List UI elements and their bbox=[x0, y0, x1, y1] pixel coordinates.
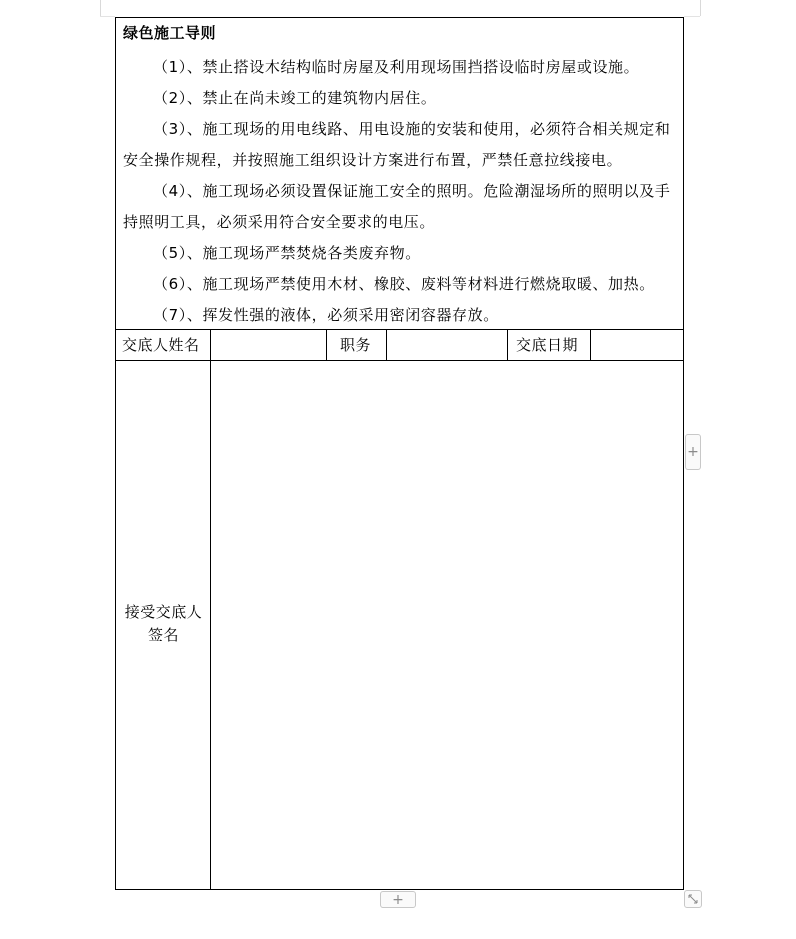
add-column-button[interactable] bbox=[685, 434, 701, 470]
position-field[interactable] bbox=[387, 330, 508, 360]
table-resize-handle[interactable] bbox=[684, 890, 702, 908]
info-row bbox=[116, 330, 683, 361]
signature-label-cell bbox=[116, 361, 211, 889]
page-margin-guide-right bbox=[700, 0, 701, 16]
discloser-name-field[interactable] bbox=[211, 330, 327, 360]
paragraph-6: （6）、施工现场严禁使用木材、橡胶、废料等材料进行燃烧取暖、加热。 bbox=[153, 275, 655, 293]
plus-icon: + bbox=[687, 444, 699, 460]
section-title: 绿色施工导则 bbox=[123, 24, 217, 42]
add-row-button[interactable] bbox=[380, 891, 416, 908]
signature-row bbox=[116, 361, 683, 889]
paragraph-5: （5）、施工现场严禁焚烧各类废弃物。 bbox=[153, 244, 421, 262]
position-label: 职务 bbox=[327, 330, 387, 360]
page-margin-guide-top-left bbox=[100, 16, 115, 17]
paragraph-2: （2）、禁止在尚未竣工的建筑物内居住。 bbox=[153, 89, 437, 107]
page-margin-guide-left bbox=[100, 0, 101, 16]
discloser-name-label: 交底人姓名 bbox=[116, 330, 211, 360]
date-label: 交底日期 bbox=[508, 330, 591, 360]
signature-field[interactable] bbox=[211, 361, 683, 889]
signature-label bbox=[116, 601, 211, 647]
paragraph-1: （1）、禁止搭设木结构临时房屋及利用现场围挡搭设临时房屋或设施。 bbox=[153, 58, 640, 76]
date-field[interactable] bbox=[591, 330, 683, 360]
paragraph-3: （3）、施工现场的用电线路、用电设施的安装和使用，必须符合相关规定和安全操作规程，并按照施工组织设计方案进行布置，严禁任意拉线接电。 bbox=[123, 120, 671, 169]
paragraph-4: （4）、施工现场必须设置保证施工安全的照明。危险潮湿场所的照明以及手持照明工具，必须采用符合安全要求的电压。 bbox=[123, 182, 671, 231]
signature-label-line2: 签名 bbox=[147, 626, 179, 644]
paragraph-7: （7）、挥发性强的液体，必须采用密闭容器存放。 bbox=[153, 306, 499, 324]
resize-icon bbox=[685, 891, 701, 907]
disclosure-table bbox=[115, 17, 684, 890]
signature-label-line1: 接受交底人 bbox=[124, 603, 203, 621]
content-cell[interactable] bbox=[116, 18, 683, 330]
page-margin-guide-top-right bbox=[684, 16, 700, 17]
plus-icon: + bbox=[392, 891, 404, 908]
